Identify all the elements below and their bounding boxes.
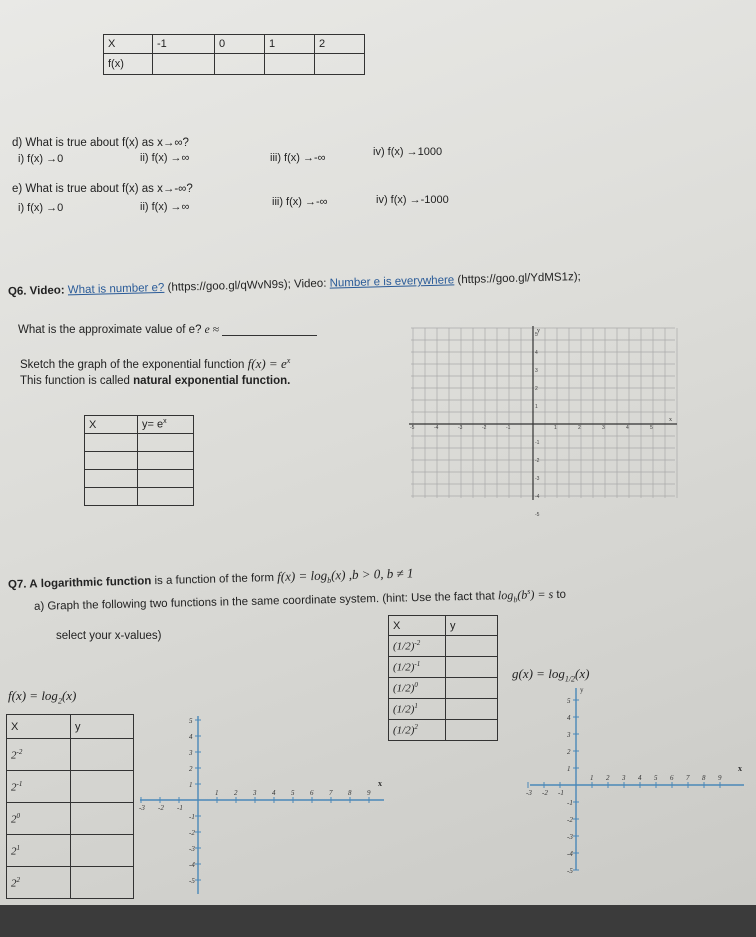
q6-sketch-text: [20, 356, 290, 372]
y-tick-label: 2: [535, 386, 538, 392]
table-cell: [7, 739, 71, 771]
cell-base: (1/2): [393, 682, 415, 695]
table-cell: [138, 416, 194, 434]
table-cell: -1: [153, 35, 215, 54]
y-tick-label: -3: [189, 845, 195, 853]
x-tick-label: -3: [526, 789, 532, 797]
y-tick-label: 3: [567, 731, 571, 739]
table-cell: [138, 488, 194, 506]
x-tick-label: 8: [348, 789, 352, 797]
table-cell: [7, 803, 71, 835]
table-cell: X: [104, 35, 153, 54]
cell-exp: -1: [414, 660, 421, 669]
q6-url-1: (https://goo.gl/qWvN9s); Video:: [167, 277, 327, 294]
table-cell: [389, 678, 446, 699]
y-tick-label: 3: [535, 368, 538, 374]
question-d-option-3: iii) f(x) →-∞: [270, 152, 326, 164]
y-tick-label: 4: [189, 733, 193, 741]
cell-exp: 1: [414, 702, 418, 711]
x-tick-label: -1: [506, 425, 511, 431]
cell-base: (1/2): [393, 703, 415, 716]
x-tick-label: 3: [602, 425, 605, 431]
x-tick-label: 9: [367, 789, 371, 797]
table-cell: [71, 835, 134, 867]
question-d-option-4: iv) f(x) →1000: [373, 146, 443, 158]
q7-form: f(x) = log: [276, 567, 328, 584]
y-tick-label: 1: [567, 765, 571, 773]
question-d-prompt: d) What is true about f(x) as x→∞?: [12, 137, 189, 149]
g-label: g(x) = log: [512, 666, 565, 681]
cell-exp: -1: [16, 779, 23, 788]
half-power-table: [388, 615, 498, 741]
x-tick-label: 3: [253, 789, 257, 797]
y-tick-label: 2: [567, 748, 571, 756]
y-tick-label: -1: [535, 440, 540, 446]
table-header-sup: x: [163, 418, 167, 426]
g-tail: (x): [575, 666, 590, 681]
table-cell: y: [446, 616, 498, 636]
table-cell: [138, 470, 194, 488]
q6-sketch-exponent: x: [286, 356, 291, 366]
y-tick-label: 5: [535, 332, 538, 338]
table-cell: [314, 54, 364, 75]
table-cell: y: [71, 715, 134, 739]
cell-base: (1/2): [393, 661, 415, 674]
table-cell: [265, 54, 315, 75]
cell-exp: 1: [16, 843, 20, 852]
question-e-option-4: iv) f(x) →-1000: [376, 194, 449, 206]
e-value-table: [84, 415, 194, 506]
x-tick-label: 3: [622, 774, 626, 782]
table-cell: [446, 636, 498, 657]
cell-base: 2: [11, 813, 17, 826]
table-cell: 1: [265, 35, 315, 54]
question-e-option-3: iii) f(x) →-∞: [272, 196, 328, 208]
x-tick-label: 6: [310, 789, 314, 797]
table-cell: [153, 54, 215, 75]
x-tick-label: 5: [650, 425, 653, 431]
link-what-is-number-e[interactable]: What is number e?: [67, 281, 165, 297]
table-cell: X: [85, 416, 138, 434]
y-tick-label: 1: [535, 404, 538, 410]
x-tick-label: 7: [686, 774, 690, 782]
y-tick-label: -4: [567, 850, 573, 858]
q7-form-tail: (x) ,b > 0, b ≠ 1: [330, 565, 414, 583]
axes-g-log-half: [528, 684, 748, 874]
table-cell: [71, 739, 134, 771]
x-tick-label: 1: [215, 789, 219, 797]
y-tick-label: -5: [567, 867, 573, 875]
cell-base: 2: [11, 781, 17, 794]
y-tick-label: -1: [189, 813, 195, 821]
y-tick-label: 1: [189, 781, 193, 789]
y-tick-label: 5: [189, 717, 193, 725]
table-cell: [389, 699, 446, 720]
q7-form-sub: b: [327, 575, 332, 585]
f-sub: 2: [57, 696, 62, 706]
cell-exp: 2: [414, 723, 418, 732]
x-tick-label: 2: [578, 425, 581, 431]
x-tick-label: -2: [482, 425, 487, 431]
q6-sketch-function: f(x) = e: [247, 356, 287, 371]
x-tick-label: -2: [158, 804, 164, 812]
x-tick-label: 1: [554, 425, 557, 431]
question-e-prompt: e) What is true about f(x) as x→-∞?: [12, 183, 193, 195]
q6-called-label: This function is called: [20, 375, 130, 387]
table-cell: [138, 434, 194, 452]
table-cell: [85, 434, 138, 452]
question-d-option-1: i) f(x) →0: [18, 153, 64, 165]
y-tick-label: 4: [567, 714, 571, 722]
q6-sketch-label: Sketch the graph of the exponential function: [20, 359, 245, 371]
y-tick-label: -2: [567, 816, 573, 824]
y-tick-label: 5: [567, 697, 571, 705]
hint-to: to: [556, 588, 567, 601]
f-tail: (x): [61, 688, 77, 703]
question-e-option-1: i) f(x) →0: [18, 202, 64, 214]
hint-log: log: [497, 587, 514, 603]
table-header-y: y= e: [142, 418, 164, 431]
x-tick-label: 9: [718, 774, 722, 782]
table-cell: [85, 470, 138, 488]
table-cell: [446, 720, 498, 741]
coordinate-grid-e: [403, 322, 681, 518]
table-cell: [71, 771, 134, 803]
cell-exp: 0: [16, 811, 20, 820]
hint-sup: s: [527, 586, 531, 596]
q6-called-bold: natural exponential function.: [133, 375, 291, 387]
q7-rest: is a function of the form: [154, 572, 275, 588]
y-axis-label: y: [537, 328, 540, 334]
q6-approx-symbol: e ≈: [204, 324, 219, 336]
y-tick-label: -3: [567, 833, 573, 841]
y-tick-label: -1: [567, 799, 573, 807]
table-cell: [446, 699, 498, 720]
g-sub: 1/2: [564, 674, 576, 684]
page-edge-shadow: [0, 905, 756, 937]
x-tick-label: 8: [702, 774, 706, 782]
hint-tail: (b: [517, 587, 528, 602]
g-function-label: [512, 666, 589, 684]
q6-called-text: [20, 375, 290, 387]
x-tick-label: -3: [458, 425, 463, 431]
y-axis-label: y: [580, 686, 584, 694]
table-cell: [389, 657, 446, 678]
cell-base: (1/2): [393, 724, 415, 737]
x-tick-label: 2: [606, 774, 610, 782]
table-cell: 2: [314, 35, 364, 54]
x-tick-label: 4: [626, 425, 629, 431]
y-tick-label: 3: [189, 749, 193, 757]
top-value-table: [103, 34, 365, 75]
table-cell: [7, 835, 71, 867]
x-tick-label: 6: [670, 774, 674, 782]
x-tick-label: 1: [590, 774, 594, 782]
table-cell: f(x): [104, 54, 153, 75]
x-tick-label: 4: [638, 774, 642, 782]
q6-approx-text: What is the approximate value of e?: [18, 324, 202, 336]
table-cell: [7, 771, 71, 803]
axes-f-log2: [138, 712, 388, 898]
table-cell: [71, 867, 134, 899]
cell-base: 2: [11, 845, 17, 858]
two-power-table: [6, 714, 134, 899]
x-axis-label: x: [378, 779, 382, 788]
table-cell: [138, 452, 194, 470]
x-tick-label: 5: [654, 774, 658, 782]
y-tick-label: -2: [535, 458, 540, 464]
hint-sub: b: [513, 595, 518, 605]
table-cell: [389, 720, 446, 741]
table-cell: [85, 488, 138, 506]
x-tick-label: -4: [434, 425, 439, 431]
q7-label: Q7. A: [7, 578, 38, 591]
table-cell: [7, 867, 71, 899]
cell-base: 2: [11, 749, 17, 762]
q7-bold-term: logarithmic function: [40, 575, 152, 591]
y-tick-label: 2: [189, 765, 193, 773]
f-function-label: [8, 688, 76, 706]
y-tick-label: -4: [535, 494, 540, 500]
q6-label: Q6. Video:: [7, 284, 65, 298]
x-tick-label: 7: [329, 789, 333, 797]
table-cell: 0: [215, 35, 265, 54]
table-cell: X: [7, 715, 71, 739]
y-tick-label: -4: [189, 861, 195, 869]
q6-url-2: (https://goo.gl/YdMS1z);: [457, 271, 581, 287]
x-tick-label: -2: [542, 789, 548, 797]
table-cell: X: [389, 616, 446, 636]
table-cell: [215, 54, 265, 75]
y-tick-label: -3: [535, 476, 540, 482]
x-tick-label: -5: [410, 425, 415, 431]
y-tick-label: 4: [535, 350, 538, 356]
x-tick-label: 4: [272, 789, 276, 797]
x-axis-label: x: [669, 417, 672, 423]
x-tick-label: 2: [234, 789, 238, 797]
cell-exp: 2: [16, 875, 20, 884]
cell-exp: -2: [16, 747, 23, 756]
cell-base: 2: [11, 877, 17, 890]
link-number-e-everywhere[interactable]: Number e is everywhere: [329, 274, 455, 290]
cell-exp: -2: [414, 639, 421, 648]
q6-approx-question: [18, 324, 317, 336]
q6-video-line: [8, 271, 581, 298]
answer-blank[interactable]: [222, 325, 317, 336]
hint-end: ) = s: [530, 587, 554, 602]
cell-base: (1/2): [393, 640, 415, 653]
table-cell: [446, 657, 498, 678]
table-cell: [389, 636, 446, 657]
y-tick-label: -2: [189, 829, 195, 837]
question-d-option-2: ii) f(x) →∞: [140, 152, 190, 164]
q7-part-a-text: a) Graph the following two functions in the same coordinate system. (hint: Use the fact that: [33, 590, 495, 613]
table-cell: [85, 452, 138, 470]
x-tick-label: -1: [177, 804, 183, 812]
question-e-option-2: ii) f(x) →∞: [140, 201, 190, 213]
q7-intro: [8, 565, 414, 593]
x-axis-label: x: [738, 764, 742, 773]
f-label: f(x) = log: [8, 688, 58, 703]
table-cell: [71, 803, 134, 835]
y-tick-label: -5: [535, 512, 540, 518]
cell-exp: 0: [414, 681, 418, 690]
x-tick-label: -1: [558, 789, 564, 797]
y-tick-label: -5: [189, 877, 195, 885]
table-cell: [446, 678, 498, 699]
x-tick-label: -3: [139, 804, 145, 812]
x-tick-label: 5: [291, 789, 295, 797]
q7-part-a-line2: select your x-values): [56, 630, 162, 642]
